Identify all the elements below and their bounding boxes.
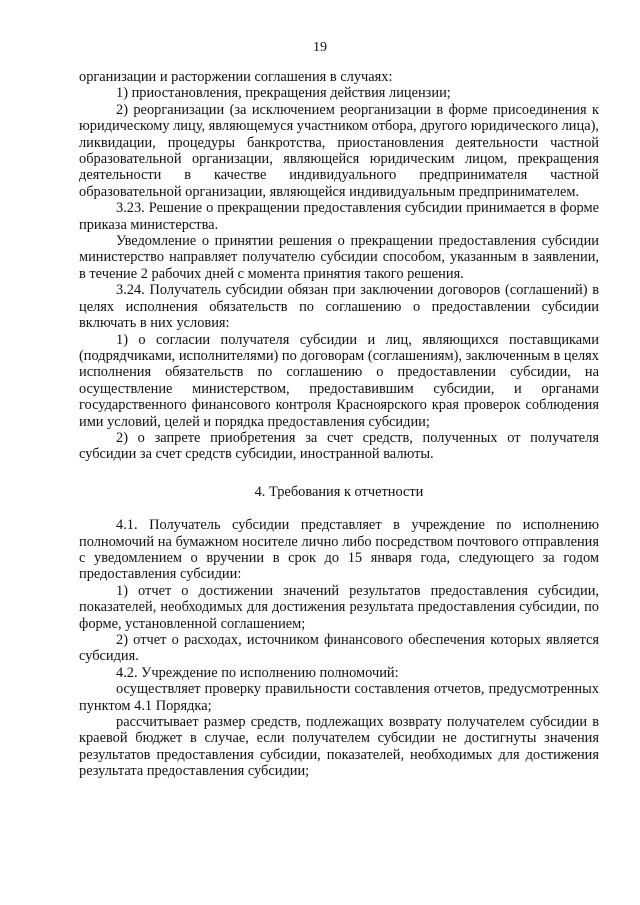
paragraph-report-expenses: 2) отчет о расходах, источником финансового обеспечения которых является субсидия. — [79, 632, 599, 665]
section-heading: 4. Требования к отчетности — [254, 483, 424, 500]
paragraph-4-2: 4.2. Учреждение по исполнению полномочий: — [116, 664, 399, 681]
paragraph-3-23: 3.23. Решение о прекращении предоставления субсидии принимается в форме приказа министерства. — [79, 200, 599, 233]
paragraph-consent: 1) о согласии получателя субсидии и лиц, являющихся поставщиками (подрядчиками, исполнителями) по договорам (соглашениям), заключенным в целях исполнения обязательств по соглашению о предоставлении субсидии, на осуществление министерством, предоставившим субсидии, и органами государственного финансового контроля Красноярского края проверок соблюдения ими условий, целей и порядка предоставления субсидии; — [79, 331, 599, 430]
paragraph-license: 1) приостановления, прекращения действия лицензии; — [116, 85, 451, 102]
paragraph-4-1: 4.1. Получатель субсидии представляет в учреждение по исполнению полномочий на бумажном носителе лично либо посредством почтового отправления с уведомлением о вручении в срок до 15 января года, следующего за годом предоставления субсидии: — [79, 517, 599, 583]
paragraph-currency-ban: 2) о запрете приобретения за счет средств, полученных от получателя субсидии за счет средств субсидии, иностранной валюты. — [79, 429, 599, 463]
paragraph-3-24: 3.24. Получатель субсидии обязан при заключении договоров (соглашений) в целях исполнения обязательств по соглашению о предоставлении субсидии включать в них условия: — [79, 282, 599, 332]
paragraph-refund-calculation: рассчитывает размер средств, подлежащих возврату получателем субсидии в краевой бюджет в случае, если получателем субсидии не достигнуты значения результатов предоставления субсидии, показателей, необходимых для достижения результата предоставления субсидии; — [79, 714, 599, 780]
paragraph-report-results: 1) отчет о достижении значений результатов предоставления субсидии, показателей, необходимых для достижения результата предоставления субсидии, по форме, установленной соглашением; — [79, 582, 599, 632]
paragraph-verification: осуществляет проверку правильности составления отчетов, предусмотренных пунктом 4.1 Порядка; — [79, 681, 599, 714]
document-body — [79, 69, 599, 780]
paragraph-reorganization: 2) реорганизации (за исключением реорганизации в форме присоединения к юридическому лицу, являющемуся участником отбора, другого юридического лица), ликвидации, процедуры банкротства, приостановления деятельности частной образовательной организации, являющейся юридическим лицом, прекращения деятельности в качестве индивидуального предпринимателя частной образовательной организации, являющейся индивидуальным предпринимателем. — [79, 101, 599, 200]
paragraph-notification: Уведомление о принятии решения о прекращении предоставления субсидии министерство направляет получателю субсидии способом, указанным в заявлении, в течение 2 рабочих дней с момента принятия такого решения. — [79, 233, 599, 282]
paragraph-continuation: организации и расторжении соглашения в случаях: — [79, 69, 393, 85]
page-number: 19 — [313, 40, 327, 55]
